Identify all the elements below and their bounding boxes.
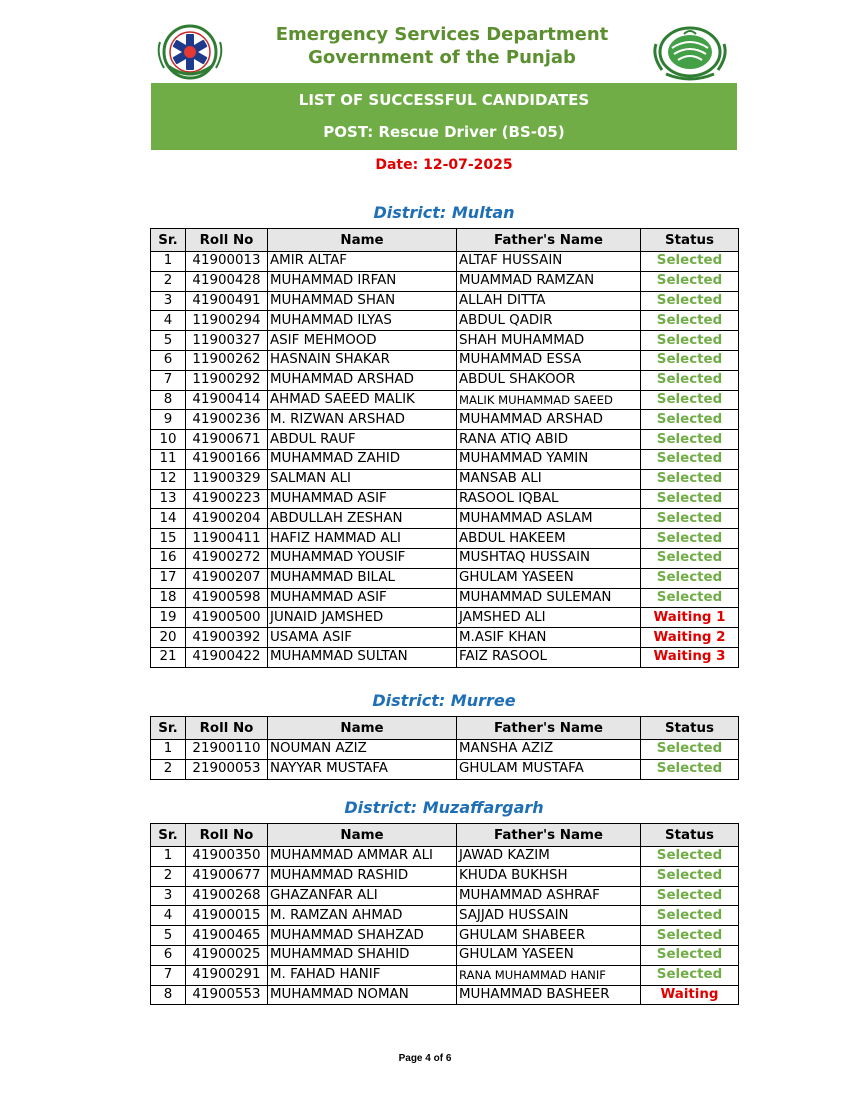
status-cell: Selected [641, 469, 739, 489]
col-header-sr: Sr. [151, 229, 186, 252]
name-cell: MUHAMMAD YOUSIF [268, 548, 457, 568]
name-cell: MUHAMMAD SHAHID [268, 945, 457, 965]
roll-no-cell: 41900392 [186, 628, 268, 648]
district-title: District: Murree [372, 691, 516, 710]
sr-cell: 8 [151, 985, 186, 1005]
candidates-table [150, 823, 739, 1005]
roll-no-cell: 11900262 [186, 350, 268, 370]
fathers-name-cell: GHULAM YASEEN [457, 945, 641, 965]
table-header-row [151, 824, 739, 847]
fathers-name-cell: RASOOL IQBAL [457, 489, 641, 509]
sr-cell: 9 [151, 410, 186, 430]
fathers-name-cell: GHULAM YASEEN [457, 568, 641, 588]
candidates-table [150, 716, 739, 780]
col-header-status: Status [641, 229, 739, 252]
sr-cell: 2 [151, 271, 186, 291]
status-cell: Waiting [641, 985, 739, 1005]
table-row [151, 985, 739, 1005]
sr-cell: 16 [151, 548, 186, 568]
sr-cell: 5 [151, 331, 186, 351]
table-row [151, 350, 739, 370]
status-cell: Waiting 1 [641, 608, 739, 628]
status-cell: Selected [641, 410, 739, 430]
status-cell: Selected [641, 331, 739, 351]
status-cell: Selected [641, 906, 739, 926]
sr-cell: 3 [151, 291, 186, 311]
name-cell: USAMA ASIF [268, 628, 457, 648]
col-header-roll-no: Roll No [186, 717, 268, 740]
name-cell: NAYYAR MUSTAFA [268, 759, 457, 779]
table-row [151, 311, 739, 331]
roll-no-cell: 41900013 [186, 252, 268, 272]
sr-cell: 11 [151, 449, 186, 469]
status-cell: Selected [641, 847, 739, 867]
fathers-name-cell: SHAH MUHAMMAD [457, 331, 641, 351]
name-cell: MUHAMMAD ASIF [268, 588, 457, 608]
status-cell: Selected [641, 390, 739, 410]
fathers-name-cell: JAWAD KAZIM [457, 847, 641, 867]
sr-cell: 6 [151, 945, 186, 965]
status-cell: Selected [641, 509, 739, 529]
fathers-name-cell: M.ASIF KHAN [457, 628, 641, 648]
roll-no-cell: 41900598 [186, 588, 268, 608]
fathers-name-cell: ABDUL HAKEEM [457, 529, 641, 549]
name-cell: SALMAN ALI [268, 469, 457, 489]
sr-cell: 12 [151, 469, 186, 489]
table-row [151, 509, 739, 529]
sr-cell: 4 [151, 311, 186, 331]
table-row [151, 588, 739, 608]
col-header-sr: Sr. [151, 717, 186, 740]
roll-no-cell: 41900015 [186, 906, 268, 926]
sr-cell: 21 [151, 647, 186, 667]
fathers-name-cell: ALTAF HUSSAIN [457, 252, 641, 272]
name-cell: NOUMAN AZIZ [268, 740, 457, 760]
roll-no-cell: 11900329 [186, 469, 268, 489]
status-cell: Selected [641, 926, 739, 946]
name-cell: MUHAMMAD SULTAN [268, 647, 457, 667]
col-header-name: Name [268, 824, 457, 847]
fathers-name-cell: MUAMMAD RAMZAN [457, 271, 641, 291]
name-cell: MUHAMMAD SHAN [268, 291, 457, 311]
title-banner [151, 83, 737, 150]
roll-no-cell: 41900207 [186, 568, 268, 588]
status-cell: Selected [641, 271, 739, 291]
fathers-name-cell: ABDUL QADIR [457, 311, 641, 331]
roll-no-cell: 41900272 [186, 548, 268, 568]
col-header-fathers-name: Father's Name [457, 824, 641, 847]
table-row [151, 370, 739, 390]
status-cell: Selected [641, 449, 739, 469]
name-cell: ABDUL RAUF [268, 430, 457, 450]
table-row [151, 886, 739, 906]
roll-no-cell: 41900204 [186, 509, 268, 529]
roll-no-cell: 11900294 [186, 311, 268, 331]
sr-cell: 7 [151, 370, 186, 390]
table-row [151, 291, 739, 311]
roll-no-cell: 41900268 [186, 886, 268, 906]
sr-cell: 4 [151, 906, 186, 926]
table-row [151, 740, 739, 760]
name-cell: HASNAIN SHAKAR [268, 350, 457, 370]
name-cell: M. RAMZAN AHMAD [268, 906, 457, 926]
fathers-name-cell: MANSAB ALI [457, 469, 641, 489]
sr-cell: 1 [151, 252, 186, 272]
sr-cell: 7 [151, 965, 186, 985]
status-cell: Selected [641, 945, 739, 965]
name-cell: MUHAMMAD ZAHID [268, 449, 457, 469]
fathers-name-cell: SAJJAD HUSSAIN [457, 906, 641, 926]
roll-no-cell: 41900677 [186, 866, 268, 886]
roll-no-cell: 11900292 [186, 370, 268, 390]
table-row [151, 271, 739, 291]
status-cell: Selected [641, 252, 739, 272]
banner-title: LIST OF SUCCESSFUL CANDIDATES [298, 91, 590, 109]
status-cell: Selected [641, 291, 739, 311]
fathers-name-cell: ALLAH DITTA [457, 291, 641, 311]
sr-cell: 17 [151, 568, 186, 588]
roll-no-cell: 41900414 [186, 390, 268, 410]
fathers-name-cell: GHULAM SHABEER [457, 926, 641, 946]
sr-cell: 2 [151, 866, 186, 886]
col-header-name: Name [268, 717, 457, 740]
sr-cell: 8 [151, 390, 186, 410]
status-cell: Selected [641, 430, 739, 450]
fathers-name-cell: RANA MUHAMMAD HANIF [457, 965, 641, 985]
name-cell: ABDULLAH ZESHAN [268, 509, 457, 529]
roll-no-cell: 41900422 [186, 647, 268, 667]
name-cell: M. FAHAD HANIF [268, 965, 457, 985]
table-row [151, 469, 739, 489]
sr-cell: 5 [151, 926, 186, 946]
sr-cell: 15 [151, 529, 186, 549]
district-title: District: Muzaffargarh [344, 798, 544, 817]
roll-no-cell: 41900236 [186, 410, 268, 430]
roll-no-cell: 41900025 [186, 945, 268, 965]
table-row [151, 449, 739, 469]
sr-cell: 1 [151, 847, 186, 867]
status-cell: Selected [641, 740, 739, 760]
roll-no-cell: 41900428 [186, 271, 268, 291]
sr-cell: 10 [151, 430, 186, 450]
roll-no-cell: 11900411 [186, 529, 268, 549]
col-header-fathers-name: Father's Name [457, 717, 641, 740]
fathers-name-cell: MUHAMMAD ASHRAF [457, 886, 641, 906]
sr-cell: 3 [151, 886, 186, 906]
status-cell: Selected [641, 489, 739, 509]
name-cell: GHAZANFAR ALI [268, 886, 457, 906]
status-cell: Selected [641, 965, 739, 985]
sr-cell: 1 [151, 740, 186, 760]
fathers-name-cell: MANSHA AZIZ [457, 740, 641, 760]
name-cell: MUHAMMAD SHAHZAD [268, 926, 457, 946]
org-title-line1: Emergency Services Department [275, 24, 609, 45]
name-cell: M. RIZWAN ARSHAD [268, 410, 457, 430]
roll-no-cell: 41900465 [186, 926, 268, 946]
name-cell: MUHAMMAD AMMAR ALI [268, 847, 457, 867]
name-cell: AHMAD SAEED MALIK [268, 390, 457, 410]
table-row [151, 529, 739, 549]
fathers-name-cell: FAIZ RASOOL [457, 647, 641, 667]
table-header-row [151, 717, 739, 740]
status-cell: Selected [641, 759, 739, 779]
table-row [151, 568, 739, 588]
name-cell: MUHAMMAD RASHID [268, 866, 457, 886]
roll-no-cell: 41900350 [186, 847, 268, 867]
status-cell: Waiting 2 [641, 628, 739, 648]
district-title: District: Multan [373, 203, 515, 222]
table-row [151, 866, 739, 886]
roll-no-cell: 41900223 [186, 489, 268, 509]
table-row [151, 252, 739, 272]
status-cell: Waiting 3 [641, 647, 739, 667]
col-header-status: Status [641, 824, 739, 847]
table-row [151, 906, 739, 926]
fathers-name-cell: GHULAM MUSTAFA [457, 759, 641, 779]
fathers-name-cell: MUHAMMAD ASLAM [457, 509, 641, 529]
name-cell: ASIF MEHMOOD [268, 331, 457, 351]
status-cell: Selected [641, 311, 739, 331]
name-cell: MUHAMMAD ASIF [268, 489, 457, 509]
org-title-line2: Government of the Punjab [308, 47, 576, 68]
list-date: Date: 12-07-2025 [375, 157, 513, 173]
sr-cell: 18 [151, 588, 186, 608]
table-row [151, 390, 739, 410]
status-cell: Selected [641, 588, 739, 608]
name-cell: MUHAMMAD NOMAN [268, 985, 457, 1005]
status-cell: Selected [641, 529, 739, 549]
table-row [151, 430, 739, 450]
sr-cell: 19 [151, 608, 186, 628]
table-row [151, 489, 739, 509]
roll-no-cell: 41900671 [186, 430, 268, 450]
col-header-status: Status [641, 717, 739, 740]
roll-no-cell: 11900327 [186, 331, 268, 351]
status-cell: Selected [641, 548, 739, 568]
status-cell: Selected [641, 866, 739, 886]
table-header-row [151, 229, 739, 252]
col-header-name: Name [268, 229, 457, 252]
roll-no-cell: 21900110 [186, 740, 268, 760]
fathers-name-cell: MUHAMMAD ESSA [457, 350, 641, 370]
fathers-name-cell: MALIK MUHAMMAD SAEED [457, 390, 641, 410]
status-cell: Selected [641, 370, 739, 390]
table-row [151, 945, 739, 965]
banner-post: POST: Rescue Driver (BS-05) [323, 123, 565, 141]
sr-cell: 20 [151, 628, 186, 648]
candidates-table [150, 228, 739, 668]
table-row [151, 608, 739, 628]
page-number: Page 4 of 6 [398, 1053, 452, 1064]
table-row [151, 926, 739, 946]
name-cell: MUHAMMAD ILYAS [268, 311, 457, 331]
roll-no-cell: 41900553 [186, 985, 268, 1005]
col-header-fathers-name: Father's Name [457, 229, 641, 252]
roll-no-cell: 41900291 [186, 965, 268, 985]
roll-no-cell: 41900500 [186, 608, 268, 628]
name-cell: HAFIZ HAMMAD ALI [268, 529, 457, 549]
status-cell: Selected [641, 350, 739, 370]
name-cell: AMIR ALTAF [268, 252, 457, 272]
col-header-roll-no: Roll No [186, 824, 268, 847]
rescue-logo-icon [150, 22, 230, 82]
status-cell: Selected [641, 568, 739, 588]
roll-no-cell: 41900166 [186, 449, 268, 469]
fathers-name-cell: JAMSHED ALI [457, 608, 641, 628]
col-header-sr: Sr. [151, 824, 186, 847]
fathers-name-cell: MUSHTAQ HUSSAIN [457, 548, 641, 568]
name-cell: MUHAMMAD BILAL [268, 568, 457, 588]
fathers-name-cell: MUHAMMAD BASHEER [457, 985, 641, 1005]
fathers-name-cell: KHUDA BUKHSH [457, 866, 641, 886]
col-header-roll-no: Roll No [186, 229, 268, 252]
table-row [151, 548, 739, 568]
roll-no-cell: 21900053 [186, 759, 268, 779]
sr-cell: 13 [151, 489, 186, 509]
sr-cell: 14 [151, 509, 186, 529]
fathers-name-cell: MUHAMMAD ARSHAD [457, 410, 641, 430]
status-cell: Selected [641, 886, 739, 906]
sr-cell: 6 [151, 350, 186, 370]
roll-no-cell: 41900491 [186, 291, 268, 311]
fathers-name-cell: RANA ATIQ ABID [457, 430, 641, 450]
table-row [151, 628, 739, 648]
name-cell: MUHAMMAD IRFAN [268, 271, 457, 291]
name-cell: MUHAMMAD ARSHAD [268, 370, 457, 390]
name-cell: JUNAID JAMSHED [268, 608, 457, 628]
fathers-name-cell: MUHAMMAD YAMIN [457, 449, 641, 469]
table-row [151, 647, 739, 667]
table-row [151, 965, 739, 985]
fathers-name-cell: MUHAMMAD SULEMAN [457, 588, 641, 608]
table-row [151, 410, 739, 430]
sr-cell: 2 [151, 759, 186, 779]
fathers-name-cell: ABDUL SHAKOOR [457, 370, 641, 390]
punjab-government-logo-icon [648, 22, 732, 82]
table-row [151, 759, 739, 779]
table-row [151, 331, 739, 351]
table-row [151, 847, 739, 867]
